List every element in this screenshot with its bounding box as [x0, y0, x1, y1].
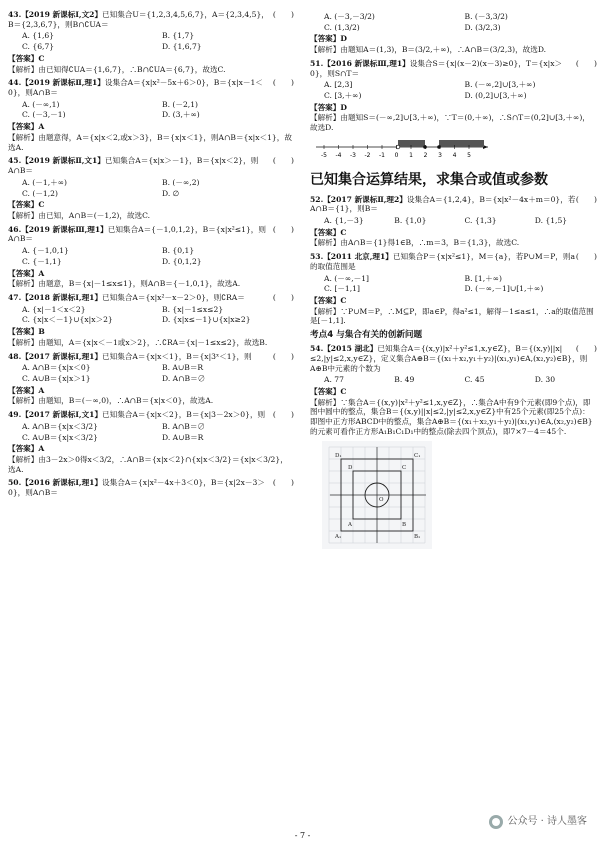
option: C. {6,7} [22, 42, 55, 52]
explanation: 【解析】由题知A＝(1,3)，B＝(3/2,＋∞)，∴A∩B＝(3/2,3)，故选D. [310, 45, 547, 55]
options [22, 100, 294, 120]
answer-paren: ( ) [272, 351, 294, 361]
answer-paren: ( ) [575, 344, 597, 354]
option: A. {1,－3} [324, 215, 364, 225]
number-line-svg [312, 137, 492, 161]
question-text: 设集合A＝{x|x²－4x＋3＜0}，B＝{x|2x－3＞0}，则A∩B＝ [8, 478, 265, 498]
question [8, 352, 294, 407]
section-title: 已知集合运算结果，求集合或值或参数 [310, 171, 548, 188]
q52-options [324, 216, 597, 226]
option: A. A∩B＝{x|x＜3/2} [22, 421, 98, 431]
lattice-figure [322, 441, 597, 552]
option: A. (－∞,－1] [324, 273, 369, 283]
options [22, 305, 294, 325]
question [8, 225, 294, 289]
option: D. (0,2]∪[3,＋∞) [464, 91, 527, 101]
option: B. (－2,1) [162, 99, 199, 109]
option: A. {x|－1＜x＜2} [22, 304, 86, 314]
question-number: 52. [310, 194, 324, 204]
question [8, 410, 294, 474]
option: B. (－∞,2) [162, 177, 200, 187]
question-text: 已知集合A＝{－1,0,1,2}，B＝{x|x²≤1}，则A∩B＝ [8, 224, 266, 244]
explanation: 【解析】由题意得，A＝{x|x＜2,或x＞3}，B＝{x|x＜1}，则A∩B＝{x|x＜1}，故选A. [8, 132, 292, 152]
explanation: 【解析】由A∩B＝{1}得1∈B，∴m＝3，B＝{1,3}，故选C. [310, 238, 520, 248]
option: C. {1,3} [464, 215, 497, 225]
question-number: 54. [310, 344, 324, 354]
question-source: 【2011 北京,理1】 [323, 252, 393, 262]
question-source: 【2019 新课标Ⅲ,理1】 [21, 224, 108, 234]
option: A. [2,3] [324, 80, 353, 90]
number-line-label: -5 [321, 151, 327, 159]
option: D. ∅ [162, 188, 180, 198]
option: C. (－1,2) [22, 188, 58, 198]
explanation: 【解析】由题知，B＝(－∞,0)，∴A∩B＝{x|x＜0}，故选A. [8, 396, 214, 406]
option: D. {x|x≤－1}∪{x|x≥2} [162, 315, 251, 325]
number-line-label: 4 [452, 151, 457, 159]
explanation: 【解析】由题知S＝(－∞,2]∪[3,＋∞)，∵T＝(0,＋∞)，∴S∩T＝(0,2]∪[3,＋∞)，故选D. [310, 113, 590, 133]
answer-paren: ( ) [575, 58, 597, 68]
question-text: 已知集合U＝{1,2,3,4,5,6,7}，A＝{2,3,4,5}，B＝{2,3,6,7}，则B∩∁UA＝ [8, 10, 269, 29]
question [8, 78, 294, 152]
question-source: 【2016 新课标Ⅲ,理1】 [323, 58, 410, 68]
answer: 【答案】A [8, 444, 45, 454]
option: D. 30 [534, 375, 556, 385]
option: D. {0,1,2} [162, 256, 202, 266]
question-number: 44. [8, 78, 22, 88]
question-source: 【2019 新课标Ⅱ,文1】 [21, 156, 105, 166]
explanation: 【解析】由3－2x＞0得x＜3/2，∴A∩B＝{x|x＜2}∩{x|x＜3/2}＝{x|x＜3/2}，选A. [8, 455, 288, 474]
question-number: 45. [8, 156, 22, 166]
watermark-text: 公众号 · 诗人墨客 [507, 815, 587, 827]
number-line-label: 1 [409, 151, 413, 159]
answer-paren: ( ) [272, 478, 294, 488]
number-line-label: -3 [350, 151, 356, 159]
answer-paren: ( ) [272, 10, 294, 19]
q53-options [324, 274, 597, 294]
options [22, 178, 294, 198]
question-source: 【2017 新课标Ⅰ,文1】 [21, 410, 103, 420]
question-53 [310, 252, 597, 326]
page-number: - 7 - [294, 830, 311, 840]
question-source: 【2017 新课标Ⅰ,理1】 [21, 351, 103, 361]
svg-text:D: D [348, 464, 353, 471]
number-line-label: -2 [364, 151, 371, 159]
question-text: 已知集合A＝{(x,y)|x²＋y²≤1,x,y∈Z}，B＝{(x,y)||x|≤2,|y|≤2,x,y∈Z}，定义集合A⊕B＝{(x₁＋x₂,y₁＋y₂)|(x₁,y₁)∈A,(x₂,y₂)∈B}，则A⊕B中元素的个数为 [310, 344, 588, 373]
option: A. (－1,＋∞) [22, 177, 67, 187]
svg-text:B: B [402, 521, 407, 528]
option: A. {－1,0,1} [22, 246, 69, 256]
question-number: 46. [8, 224, 22, 234]
svg-text:D₁: D₁ [335, 452, 342, 459]
option: A. (－3,－3/2) [324, 12, 375, 21]
left-column [8, 10, 294, 502]
question-54 [310, 344, 597, 436]
answer: 【答案】D [310, 102, 347, 112]
answer-paren: ( ) [272, 292, 294, 302]
option: A. {1,6} [22, 31, 55, 41]
option: D. (3/2,3) [464, 22, 501, 32]
number-line-label: -4 [335, 151, 342, 159]
question-source: 【2018 新课标Ⅰ,理1】 [21, 292, 103, 302]
options [22, 422, 294, 442]
option: C. A∪B＝{x|x＞1} [22, 374, 91, 383]
question-number: 51. [310, 58, 324, 68]
option: C. {x|x＜－1}∪{x|x＞2} [22, 315, 113, 325]
options [22, 31, 294, 51]
question [8, 10, 294, 74]
question-source: 【2019 新课标Ⅰ,文2】 [21, 10, 103, 19]
q51-options [324, 80, 597, 100]
question [8, 156, 294, 220]
question-text: 已知集合A＝{x|x＞－1}，B＝{x|x＜2}，则A∩B＝ [8, 156, 259, 176]
answer: 【答案】C [8, 53, 45, 63]
q50-options [324, 12, 597, 32]
question-source: 【2016 新课标Ⅰ,理1】 [21, 478, 103, 488]
option: B. {x|－1≤x≤2} [162, 304, 224, 314]
answer: 【答案】A [8, 268, 45, 278]
answer-paren: ( ) [272, 224, 294, 234]
watermark [485, 813, 591, 831]
right-column [310, 10, 597, 551]
option: B. 49 [394, 375, 415, 385]
question-text: 已知集合A＝{x|x＜1}，B＝{x|3ˣ＜1}，则 [102, 351, 252, 361]
question-text: 已知集合P＝{x|x²≤1}，M＝{a}，若P∪M＝P，则a的取值范围是 [310, 252, 576, 271]
question-51 [310, 59, 597, 133]
answer: 【答案】A [8, 385, 45, 395]
question-52 [310, 195, 597, 249]
option: C. [3,＋∞) [324, 91, 362, 101]
options [22, 246, 294, 266]
option: A. (－∞,1) [22, 99, 60, 109]
option: C. (－3,－1) [22, 110, 66, 120]
number-line-label: 2 [423, 151, 428, 159]
option: D. {1,6,7} [162, 42, 202, 52]
explanation: 【解析】由已知得∁UA＝{1,6,7}，∴B∩∁UA＝{6,7}，故选C. [8, 64, 226, 74]
explanation: 【解析】∵P∪M＝P，∴M⊆P，即a∈P，得a²≤1，解得－1≤a≤1，∴a的取值范围是[－1,1]. [310, 306, 594, 326]
number-line-label: 5 [467, 151, 471, 159]
option: B. {1,0} [394, 215, 427, 225]
answer: 【答案】C [310, 227, 347, 237]
topic-heading: 考点4 与集合有关的创新问题 [310, 330, 423, 341]
svg-text:C: C [402, 464, 407, 471]
number-line-figure [312, 137, 597, 164]
question [8, 478, 294, 497]
option: C. [－1,1] [324, 284, 360, 294]
option: B. A∪B＝R [162, 363, 204, 373]
answer: 【答案】C [8, 200, 45, 210]
explanation: 【解析】由题意，B＝{x|－1≤x≤1}，则A∩B＝{－1,0,1}，故选A. [8, 279, 241, 289]
question-number: 50. [8, 478, 22, 488]
svg-text:C₁: C₁ [414, 452, 421, 459]
question-text: 设集合A＝{x|x²－5x＋6＞0}，B＝{x|x－1＜0}，则A∩B＝ [8, 78, 263, 98]
answer: 【答案】A [8, 122, 45, 132]
option: C. 45 [464, 375, 485, 385]
option: C. {－1,1} [22, 256, 62, 266]
option: D. {1,5} [534, 215, 568, 225]
option: B. (－∞,2]∪[3,＋∞) [464, 80, 536, 90]
option: D. A∪B＝R [162, 432, 204, 442]
answer: 【答案】C [310, 387, 347, 397]
question-text: 已知集合A＝{x|x＜2}，B＝{x|3－2x＞0}，则 [102, 410, 266, 420]
explanation: 【解析】由已知，A∩B＝(－1,2)，故选C. [8, 210, 151, 220]
number-line-label: 0 [394, 151, 399, 159]
svg-text:A: A [348, 521, 352, 528]
answer: 【答案】C [310, 296, 347, 305]
options [22, 363, 294, 383]
option: B. (－3,3/2) [464, 12, 508, 21]
answer: 【答案】B [8, 327, 45, 337]
answer-paren: ( ) [575, 252, 597, 262]
option: B. A∩B＝∅ [162, 421, 206, 431]
option: B. {0,1} [162, 246, 195, 256]
option: A. A∩B＝{x|x＜0} [22, 363, 91, 373]
question-number: 43. [8, 10, 22, 19]
question-text: 已知集合A＝{x|x²－x－2＞0}，则∁RA＝ [102, 292, 245, 302]
answer-paren: ( ) [272, 78, 294, 88]
answer: 【答案】D [310, 34, 347, 44]
svg-text:B₁: B₁ [414, 533, 421, 540]
question [8, 293, 294, 348]
question-number: 53. [310, 252, 324, 262]
question-source: 【2019 新课标Ⅱ,理1】 [21, 78, 105, 88]
question-text: 设集合A＝{1,2,4}，B＝{x|x²－4x＋m＝0}，若A∩B＝{1}，则B＝ [310, 194, 576, 214]
question-source: 【2015 湖北】 [323, 344, 378, 354]
explanation: 【解析】∵集合A＝{(x,y)|x²＋y²≤1,x,y∈Z}，∴集合A中有9个元素(即9个点)，即图中圆中的整点，集合B＝{(x,y)||x|≤2,|y|≤2,x,y∈Z}中有25个元素(即25个点)：即图中正方形ABCD中的整点，集合A⊕B＝{(x₁＋x₂,y₁＋y₂)|(x₁,y₁)∈A,(x₂,y₂)∈B}的元素可看作正方形A₁B₁C₁D₁中的整点(除去四个顶点)，即7×7－4＝45个. [310, 397, 593, 436]
question-text: 设集合S＝{x|(x－2)(x－3)≥0}，T＝{x|x＞0}，则S∩T＝ [310, 58, 563, 78]
option: D. (－∞,－1]∪[1,＋∞) [464, 284, 544, 294]
option: C. A∪B＝{x|x＜3/2} [22, 432, 98, 442]
question-source: 【2017 新课标Ⅱ,理2】 [323, 194, 407, 204]
option: B. {1,7} [162, 31, 195, 41]
number-line-label: -1 [379, 151, 385, 159]
question-number: 49. [8, 410, 22, 420]
svg-text:A₁: A₁ [335, 533, 342, 540]
q54-options [324, 375, 597, 385]
wechat-icon [489, 815, 503, 829]
answer-paren: ( ) [575, 194, 597, 204]
option: C. (1,3/2) [324, 22, 360, 32]
option: A. 77 [324, 375, 344, 385]
option: B. [1,＋∞) [464, 273, 502, 283]
svg-text:O: O [379, 496, 384, 503]
lattice-svg [322, 441, 432, 549]
question-number: 48. [8, 351, 22, 361]
explanation: 【解析】由题知，A＝{x|x＜－1或x＞2}，∴∁RA＝{x|－1≤x≤2}，故选B. [8, 337, 268, 347]
number-line-label: 3 [438, 151, 442, 159]
answer-paren: ( ) [272, 156, 294, 166]
answer-paren: ( ) [272, 410, 294, 420]
option: D. (3,＋∞) [162, 110, 200, 120]
question-number: 47. [8, 292, 22, 302]
option: D. A∩B＝∅ [162, 374, 206, 383]
